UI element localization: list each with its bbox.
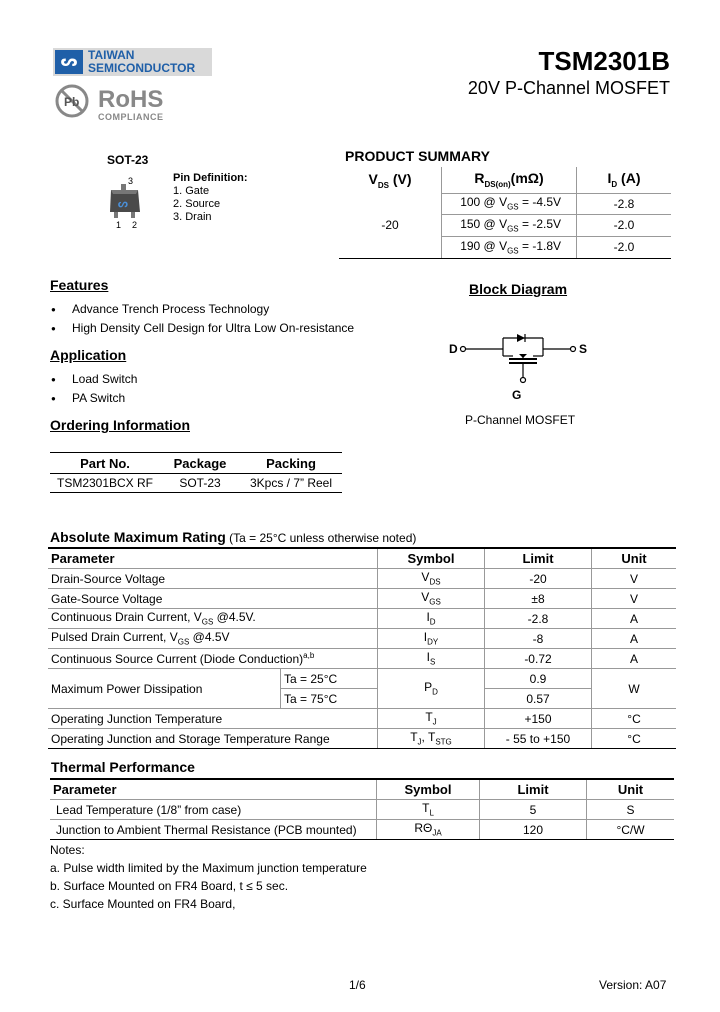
ordering-header: Part No. xyxy=(80,455,130,471)
amr-parameter: Pulsed Drain Current, $V_{GS}$ @4.5V xyxy=(48,629,378,649)
thermal-header: Symbol xyxy=(377,779,480,800)
package-name: SOT-23 xyxy=(107,153,149,167)
ordering-header: Package xyxy=(173,455,227,471)
summary-id-value: -2.8 xyxy=(577,193,672,214)
thermal-symbol: $R\Theta_{JA}$ xyxy=(377,820,480,840)
summary-header-id: $I_D$ (A) xyxy=(607,170,641,190)
product-summary-title: PRODUCT SUMMARY xyxy=(345,148,490,164)
pin-definition xyxy=(173,172,248,224)
amr-limit: - 55 to +150 xyxy=(485,729,592,749)
amr-header: Symbol xyxy=(378,548,485,569)
table-row xyxy=(48,669,676,689)
amr-symbol: $P_D$ xyxy=(378,669,485,709)
block-diagram-caption: P-Channel MOSFET xyxy=(465,413,576,427)
amr-header: Parameter xyxy=(48,548,378,569)
thermal-parameter: Lead Temperature (1/8” from case) xyxy=(50,800,377,820)
thermal-unit: °C/W xyxy=(587,820,675,840)
summary-id-value: -2.0 xyxy=(577,236,672,258)
table-row xyxy=(48,589,676,609)
pin-3-label: 3 xyxy=(128,176,134,186)
note-item: b. Surface Mounted on FR4 Board, t ≤ 5 sec. xyxy=(50,879,289,893)
thermal-header: Unit xyxy=(587,779,675,800)
page-number: 1/6 xyxy=(349,978,366,992)
amr-unit: °C xyxy=(592,709,677,729)
rohs-title: RoHS xyxy=(98,86,164,113)
ordering-header: Packing xyxy=(266,455,316,471)
feature-item: ● High Density Cell Design for Ultra Low On-resistance xyxy=(72,321,354,335)
logo-line-2: SEMICONDUCTOR xyxy=(88,61,196,75)
amr-header: Unit xyxy=(592,548,677,569)
amr-parameter: Operating Junction Temperature xyxy=(48,709,378,729)
thermal-unit: S xyxy=(587,800,675,820)
amr-header: Limit xyxy=(485,548,592,569)
amr-limit: -0.72 xyxy=(485,649,592,669)
pin-definition-item: 1. Gate xyxy=(173,185,210,197)
summary-id-value: -2.0 xyxy=(577,214,672,236)
part-description: 20V P-Channel MOSFET xyxy=(467,78,670,98)
part-number: TSM2301B xyxy=(538,46,670,76)
amr-note: (Ta = 25°C unless otherwise noted) xyxy=(225,531,417,545)
amr-unit: V xyxy=(592,569,677,589)
logo-line-1: TAIWAN xyxy=(88,48,135,62)
pin-definition-item: 2. Source xyxy=(173,198,221,210)
drain-label: D xyxy=(449,342,458,356)
note-item: a. Pulse width limited by the Maximum junction temperature xyxy=(50,861,367,875)
table-row xyxy=(48,729,676,749)
pin-1-label: 1 xyxy=(116,220,122,230)
amr-title: Absolute Maximum Rating xyxy=(50,529,226,545)
thermal-limit: 5 xyxy=(480,800,587,820)
pin-definition-item: 3. Drain xyxy=(173,211,212,223)
amr-symbol: $T_J$ xyxy=(378,709,485,729)
notes xyxy=(50,841,367,913)
amr-condition: Ta = 75°C xyxy=(281,689,378,709)
amr-symbol: $I_{DY}$ xyxy=(378,629,485,649)
amr-parameter: Continuous Drain Current, $V_{GS}$ @4.5V. xyxy=(48,609,378,629)
summary-vds-value: -20 xyxy=(339,193,442,258)
summary-rds-value: 100 @ $V_{GS} = -4.5V$ xyxy=(442,193,577,214)
ordering-package: SOT-23 xyxy=(179,476,221,490)
amr-symbol: $T_J$, $T_{STG}$ xyxy=(378,729,485,749)
amr-parameter: Maximum Power Dissipation xyxy=(48,669,281,709)
thermal-title: Thermal Performance xyxy=(51,759,195,775)
amr-limit: ±8 xyxy=(485,589,592,609)
amr-unit: A xyxy=(592,649,677,669)
source-label: S xyxy=(579,342,588,356)
note-item: c. Surface Mounted on FR4 Board, xyxy=(50,897,236,911)
amr-symbol: $I_D$ xyxy=(378,609,485,629)
amr-unit: A xyxy=(592,629,677,649)
svg-text:ᔕ: ᔕ xyxy=(118,198,128,210)
table-row xyxy=(48,569,676,589)
summary-rds-value: 150 @ $V_{GS} = -2.5V$ xyxy=(442,214,577,236)
table-row xyxy=(48,709,676,729)
thermal-performance-table xyxy=(50,778,674,840)
sot23-package-icon xyxy=(108,184,142,222)
thermal-symbol: $T_L$ xyxy=(377,800,480,820)
notes-title: Notes: xyxy=(50,843,85,857)
amr-unit: W xyxy=(592,669,677,709)
amr-limit: -2.8 xyxy=(485,609,592,629)
ordering-table xyxy=(50,452,342,493)
amr-parameter: Gate-Source Voltage xyxy=(48,589,378,609)
amr-parameter: Operating Junction and Storage Temperature Range xyxy=(48,729,378,749)
logo-icon: ᔕ xyxy=(55,50,83,74)
table-row xyxy=(50,820,674,840)
absolute-maximum-rating-table xyxy=(48,547,676,749)
pb-free-icon xyxy=(55,84,89,118)
amr-limit: 0.9 xyxy=(485,669,592,689)
table-row xyxy=(50,800,674,820)
summary-header-rds: $R_{DS(on)}(m\Omega)$ xyxy=(442,167,577,193)
gate-label: G xyxy=(512,388,522,402)
amr-title-line xyxy=(50,529,416,547)
amr-limit: +150 xyxy=(485,709,592,729)
pb-label: Pb xyxy=(64,95,80,109)
amr-parameter: Drain-Source Voltage xyxy=(48,569,378,589)
ordering-part-no: TSM2301BCX RF xyxy=(56,476,154,490)
amr-condition: Ta = 25°C xyxy=(281,669,378,689)
table-row xyxy=(48,649,676,669)
amr-symbol: $I_S$ xyxy=(378,649,485,669)
amr-unit: A xyxy=(592,609,677,629)
amr-unit: °C xyxy=(592,729,677,749)
ordering-title: Ordering Information xyxy=(50,417,190,433)
pin-definition-title: Pin Definition: xyxy=(173,172,248,184)
pin-2-label: 2 xyxy=(132,220,138,230)
features-title: Features xyxy=(50,277,109,293)
amr-unit: V xyxy=(592,589,677,609)
application-title: Application xyxy=(50,347,127,363)
ordering-packing: 3Kpcs / 7” Reel xyxy=(249,476,333,490)
mosfet-symbol-icon xyxy=(445,330,595,402)
rohs-compliance: COMPLIANCE xyxy=(98,112,164,122)
summary-header-vds: $V_{DS}$ (V) xyxy=(339,167,442,193)
logo-text xyxy=(88,49,195,75)
feature-item: ● Advance Trench Process Technology xyxy=(72,302,269,316)
application-item: ● Load Switch xyxy=(72,372,137,386)
amr-limit: -20 xyxy=(485,569,592,589)
block-diagram-title: Block Diagram xyxy=(469,281,568,297)
application-item: ● PA Switch xyxy=(72,391,125,405)
summary-rds-value: 190 @ $V_{GS} = -1.8V$ xyxy=(442,236,577,258)
product-summary-table xyxy=(339,167,671,259)
table-row xyxy=(48,629,676,649)
thermal-limit: 120 xyxy=(480,820,587,840)
thermal-header: Parameter xyxy=(50,779,377,800)
amr-symbol: $V_{DS}$ xyxy=(378,569,485,589)
version: Version: A07 xyxy=(599,978,667,992)
amr-parameter: Continuous Source Current (Diode Conduction)$^{a,b}$ xyxy=(48,649,378,669)
thermal-parameter: Junction to Ambient Thermal Resistance (PCB mounted) xyxy=(50,820,377,840)
thermal-header: Limit xyxy=(480,779,587,800)
amr-limit: 0.57 xyxy=(485,689,592,709)
amr-symbol: $V_{GS}$ xyxy=(378,589,485,609)
amr-limit: -8 xyxy=(485,629,592,649)
table-row xyxy=(48,609,676,629)
